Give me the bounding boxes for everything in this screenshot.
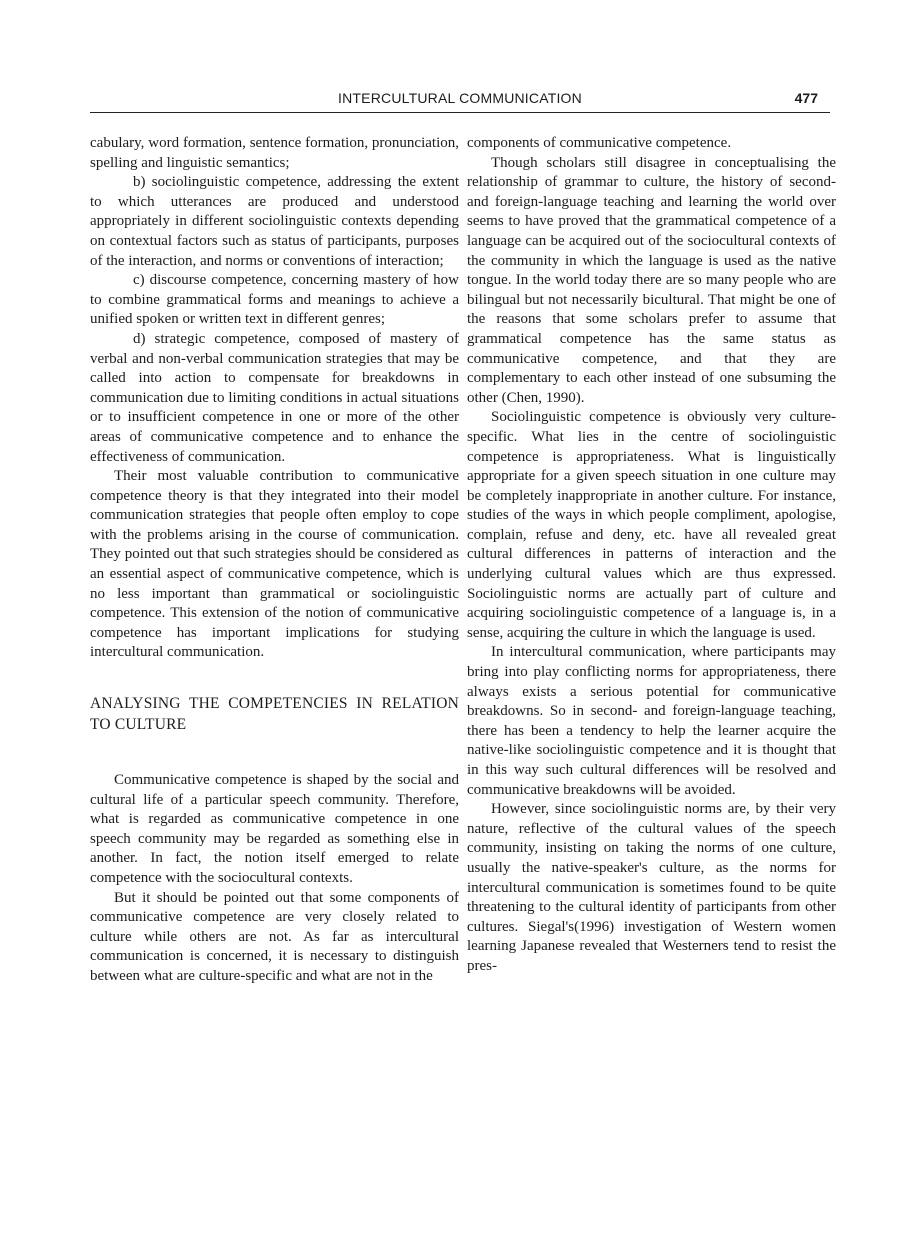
paragraph: Their most valuable contribution to communicative competence theory is that they integrated into their model communication strategies that people often employ to cope with the problems arising in the course of communication. They pointed out that such strategies should be considered as an essential aspect of communicative competence, which is no less important than grammatical or sociolinguistic competence. This extension of the notion of communicative competence has important implications for studying intercultural communication. — [90, 468, 459, 661]
paragraph-continuation: components of communicative competence. — [467, 135, 732, 151]
paragraph-continuation: cabulary, word formation, sentence formation, pronunciation, spelling and linguistic semantics; — [90, 135, 459, 171]
section-heading: ANALYSING THE COMPETENCIES IN RELATION TO CULTURE — [90, 695, 459, 734]
paragraph: Communicative competence is shaped by the social and cultural life of a particular speech community. Therefore, what is regarded as communicative competence in one speech community may be regarded as something else in another. In fact, the notion itself emerged to relate competence with the sociocultural contexts. — [90, 772, 459, 886]
list-item-strategic: d) strategic competence, composed of mastery of verbal and non-verbal communication strategies that may be called into action to compensate for breakdowns in communication due to limiting conditions in actual situations or to insufficient competence in one or more of the other areas of communicative competence and to enhance the effectiveness of communication. — [90, 330, 459, 465]
paragraph: Though scholars still disagree in conceptualising the relationship of grammar to culture, the history of second- and foreign-language teaching and learning the world over seems to have proved that the grammatical competence of a language can be acquired out of the sociocultural contexts of the community in which the language is used as the native tongue. In the world today there are so many people who are bilingual but not necessarily bicultural. That might be one of the reasons that some scholars prefer to assume that grammatical competence has the same status as communicative competence, and that they are complementary to each other instead of one subsuming the other (Chen, 1990). — [467, 154, 836, 406]
header-rule — [90, 112, 830, 113]
paragraph: Sociolinguistic competence is obviously very culture-specific. What lies in the centre of sociolinguistic competence is appropriateness. What is linguistically appropriate for a given speech situation in one culture may be completely inappropriate in another culture. For instance, studies of the ways in which people compliment, apologise, complain, refuse and deny, etc. have all revealed great cultural differences in patterns of interaction and the underlying cultural values which are thus expressed. Sociolinguistic norms are actually part of culture and acquiring sociolinguistic competence of a language is, in a sense, acquiring the culture in which the language is used. — [467, 409, 836, 641]
page-number: 477 — [794, 90, 818, 106]
right-column — [467, 134, 836, 977]
paragraph: In intercultural communication, where participants may bring into play conflicting norms for appropriateness, there always exists a serious potential for communicative breakdowns. So in second- and foreign-language teaching, there has been a tendency to help the learner acquire the native-like sociolinguistic competence and it is thought that in this way such cultural differences will be resolved and communicative breakdowns will be avoided. — [467, 644, 836, 798]
paragraph: But it should be pointed out that some components of communicative competence are very closely related to culture while others are not. As far as intercultural communication is concerned, it is necessary to distinguish between what are culture-specific and what are not in the — [90, 889, 459, 984]
running-head — [90, 86, 830, 112]
left-column — [90, 134, 459, 987]
list-item-discourse: c) discourse competence, concerning mastery of how to combine grammatical forms and meanings to achieve a unified spoken or written text in different genres; — [90, 272, 459, 328]
list-item-sociolinguistic: b) sociolinguistic competence, addressing the extent to which utterances are produced and understood appropriately in different sociolinguistic contexts depending on contextual factors such as status of participants, purposes of the interaction, and norms or conventions of interaction; — [90, 174, 459, 269]
running-head-title: INTERCULTURAL COMMUNICATION — [338, 90, 582, 106]
paragraph: However, since sociolinguistic norms are, by their very nature, reflective of the cultural values of the speech community, insisting on taking the norms of one culture, usually the native-speaker's culture, as the norms for intercultural communication is sometimes found to be quite threatening to the cultural identity of participants from other cultures. Siegal's(1996) investigation of Western women learning Japanese revealed that Westerners tend to resist the pres- — [467, 801, 836, 974]
